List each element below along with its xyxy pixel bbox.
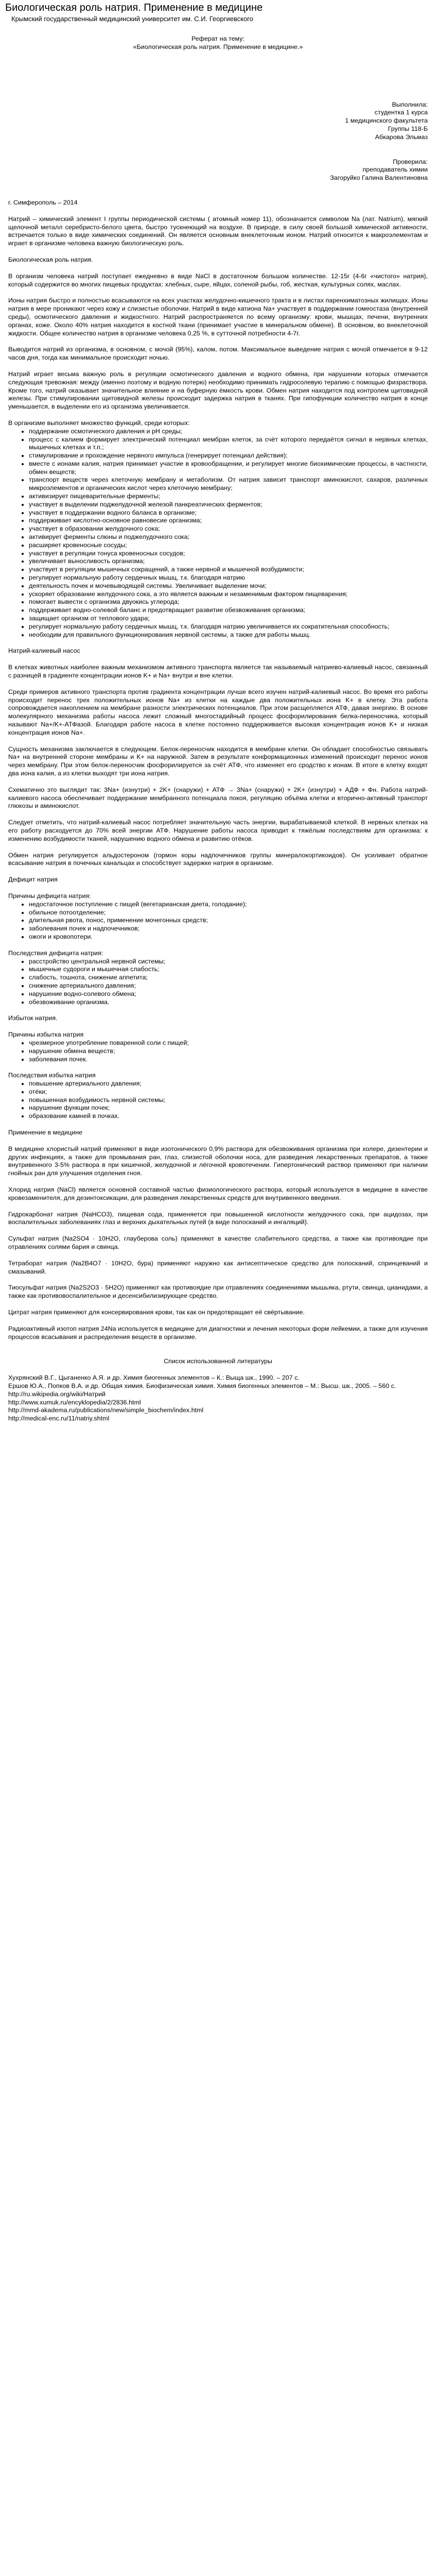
document-body [5,35,431,1423]
paragraph: Натрий играет весьма важную роль в регуляции осмотического давления и водного обмена, при нарушении которых отмечается следующая тревожная: между (именно поэтому и водную потерю) необходимо принимать гидросолевую терапию с помощью физраствора. Кроме того, натрий оказывает значительное влияние и на буферную ёмкость крови. Обмен натрия находится под контролем щитовидной железы. При стимулировании щитовидной железы происходит задержка натрия в тканях. При гипофункции количество натрия в конце уменьшается, в выделении его из организма увеличивается. [8,370,428,411]
checker-block [8,158,428,182]
list-item: • участвует в регуляции мышечных сокращений, а также нервной и мышечной возбудимости; [29,566,428,574]
list-item: • транспорт веществ через клеточную мембрану и метаболизм. От натрия зависит транспорт аминокислот, сахаров, различных микроэлементов и органических кислот через клеточную мембрану; [29,476,428,493]
deficit-causes-list [8,901,428,941]
list-item: • увеличивает выносливость организма; [29,557,428,566]
functions-list [8,428,428,639]
paragraph: В организме выполняет множество функций, среди которых: [8,419,190,427]
excess-symptoms-list [8,1080,428,1121]
list-item: • необходим для правильного функционирования нервной системы, а также для работы мышц. [29,631,428,639]
author-line: студентка 1 курса [374,109,428,116]
paragraph: Цитрат натрия применяют для консервирования крови, так как он предотвращает её свёртывание. [8,1309,305,1316]
list-item: • помогает вывести с организма двуокись углерода; [29,598,428,606]
author-block [8,101,428,142]
list-item: • расстройство центральной нервной системы; [29,958,428,966]
paragraph: Хлорид натрия (NaCl) является основной составной частью физиологического раствора, который используется в медицине в качестве кровезаменителя, для дезинтоксикации, для разведения лекарственных средств для внутривенного введения. [8,1186,428,1201]
list-item: • отёки; [29,1088,428,1096]
list-item: • ускоряет образование желудочного сока, а это является важным и незаменимым фактором пищеварения; [29,590,428,599]
page [0,1,436,1423]
list-item: • ожоги и кровопотери. [29,933,428,941]
title-block [8,35,428,52]
paragraph: Следует отметить, что натрий-калиевый насос потребляет значительную часть энергии, вырабатываемой клеткой. В нервных клетках на его работу расходуется до 70% всей энергии АТФ. Нарушение работы насоса приводит к тяжёлым последствиям для организма: к изменению возбудимости тканей, нарушению водного обмена и развитию отёков. [8,819,428,842]
subsection-heading: Причины избытка натрия [8,1031,84,1039]
section-heading: Биологическая роль натрия. [8,256,93,263]
paragraph: Обмен натрия регулируется альдостероном (гормон коры надпочечников группы минералокортикоидов). Он усиливает обратное всасывание натрия в почечных канальцах и способствует задержке натрия в организме. [8,851,428,867]
deficit-symptoms-list [8,958,428,1007]
list-item: • активирует ферменты слюны и поджелудочного сока; [29,533,428,541]
list-item: • участвует в образовании желудочного сока; [29,525,428,533]
author-line: Абкарова Эльмаз [375,133,428,141]
list-item: • поддерживает кислотно-основное равновесие организма; [29,517,428,525]
section-heading: Дефицит натрия [8,876,58,884]
author-line: 1 медицинского факультета [345,117,428,125]
reference-link[interactable]: http://mmd-akadema.ru/publications/new/simple_biochem/index.html [8,1406,204,1414]
list-item: • участвует в выделении поджелудочной железой панкреатических ферментов; [29,501,428,509]
subsection-heading: Последствия дефицита натрия: [8,949,103,957]
list-item: • вместе с ионами калия, натрия принимает участие в кровообращении, и регулирует многие биохимические процессы, в частности, обмен веществ; [29,460,428,477]
reference-link[interactable]: http://www.xumuk.ru/encyklopedia/2/2836.html [8,1398,141,1406]
paragraph: Выводится натрий из организма, в основном, с мочой (95%), калом, потом. Максимальное выведение натрия с мочой отмечается в 9-12 часов дня, тогда как минимальное происходит ночью. [8,346,428,362]
paragraph: Тетраборат натрия (Na2B4O7 · 10H2O, бура) применяют наружно как антисептическое средство для полосканий, спринцеваний и смазываний. [8,1259,428,1275]
list-item: • стимулирование и прохождение нервного импульса (генерирует потенциал действия); [29,452,428,460]
paragraph: Сульфат натрия (Na2SO4 · 10H2O, глауберова соль) применяют в качестве слабительного средства, а также как противоядие при отравлениях солями бария и свинца. [8,1235,428,1251]
checker-line: Проверила: [393,158,428,165]
page-subtitle: Крымский государственный медицинский университет им. С.И. Георгиевского [11,15,253,23]
subsection-heading: Причины дефицита натрия: [8,892,91,900]
list-item: • участвует в поддержании водного баланса в организме; [29,509,428,517]
list-item: • повышение артериального давления; [29,1080,428,1088]
list-item: • мышечные судороги и мышечная слабость; [29,965,428,974]
checker-line: преподаватель химии [362,166,428,174]
list-item: • процесс с калием формирует электрический потенциал мембран клеток, за счёт которого передаётся сигнал в нервных клетках, мышечных клетках и т.п.; [29,436,428,452]
list-item: • недостаточное поступление с пищей (вегетарианская диета, голодание); [29,901,428,909]
list-item: • расширяет кровеносные сосуды; [29,541,428,550]
paragraph: В медицине хлористый натрий применяют в виде изотонического 0,9% раствора для обезвоживания организма при холере, дизентерии и других инфекциях, а также для промывания ран, глаз, слизистой оболочки носа, для разведения лекарственных препаратов, а также внутривенного 3-5% раствора в при кишечной, желудочной и лёгочной кровотечении. Гипертонический раствор применяют при наличии гнойных ран для улучшения отделения гноя. [8,1145,428,1177]
checker-line: Загоруйко Галина Валентиновна [330,174,428,182]
paragraph: Тиосульфат натрия (Na2S2O3 · 5H2O) применяют как противоядие при отравлениях соединениями мышьяка, ртути, свинца, цианидами, а также как противовоспалительное и десенсибилизирующее средство. [8,1284,428,1300]
section-heading: Применение в медицине [8,1129,83,1137]
list-item: • участвует в регуляции тонуса кровеносных сосудов; [29,550,428,558]
paragraph: Сущность механизма заключается в следующем. Белок-переносчик находится в мембране клетки. Он обладает способностью связывать Na+ на внутренней стороне мембраны и K+ на наружной. Затем в результате конформационных изменений происходит перенос ионов через мембрану. При этом белок-переносчик фосфорилируется за счёт АТФ, что изменяет его сродство к ионам. В итоге в клетку входят два иона калия, а из клетки выходят три иона натрия. [8,745,428,777]
list-item: • поддерживает водно-солевой баланс и предотвращает развитие обезвоживания организма; [29,606,428,615]
list-item: • деятельность почек и мочевыводящей системы. Увеличивает выделение мочи; [29,582,428,590]
paragraph: Среди примеров активного транспорта против градиента концентрации лучше всего изучен натрий-калиевый насос. Во время его работы происходит перенос трех положительных ионов Na+ из клетки на каждые два положительных иона K+ в клетку. Эта работа сопровождается накоплением на мембране разности электрических потенциалов. При этом расщепляется АТФ, давая энергию. В основе молекулярного механизма работы насоса лежит сложный многостадийный процесс фосфорилирования белка-переносчика, который называют Na+/K+-АТФазой. Благодаря работе насоса в клетке постоянно поддерживается высокая концентрация ионов K+ и низкая концентрация ионов Na+. [8,688,428,736]
page-title: Биологическая роль натрия. Применение в медицине [5,2,263,13]
author-line: Выполнила: [392,100,428,108]
section-heading: Натрий-калиевый насос [8,647,80,655]
paragraph: В организм человека натрий поступает ежедневно в виде NaCl в достаточном большом количестве. 12-15г (4-6г «чистого» натрия), который содержится во многих пищевых продуктах: хлебных, сыре, яйцах, соленой рыбы, гоб, жесткая, культурных солях, маслах. [8,272,428,288]
paragraph: Схематично это выглядит так: 3Na+ (изнутри) + 2K+ (снаружи) + АТФ → 3Na+ (снаружи) + 2K+ (изнутри) + АДФ + Фн. Работа натрий-калиевого насоса обеспечивает поддержание мембранного потенциала покоя, регуляцию объёма клетки и вторично-активный транспорт глюкозы и аминокислот. [8,786,428,810]
reference-item: Хухрянский В.Г., Цыганенко А.Я. и др. Химия биогенных элементов – К.: Выща шк., 1990. – 207 с. [8,1374,300,1382]
list-item: • заболевания почек. [29,1056,428,1064]
list-item: • заболевания почек и надпочечников; [29,925,428,933]
paragraph: В клетках животных наиболее важным механизмом активного транспорта является так называемый натриево-калиевый насос, связанный с разницей в градиенте концентрации ионов K+ и Na+ внутри и вне клетки. [8,664,428,680]
list-item: • нарушение водно-солевого обмена; [29,990,428,998]
title-ref-line: Реферат на тему: [191,35,245,42]
paragraph: Радиоактивный изотоп натрия 24Na используется в медицине для диагностики и лечения некоторых форм лейкемии, а также для изучения процессов всасывания и распределения веществ в организме. [8,1325,428,1341]
excess-causes-list [8,1039,428,1063]
references-heading: Список использованной литературы [164,1358,272,1365]
list-item: • образование камней в почках. [29,1112,428,1121]
references-list [8,1374,428,1423]
list-item: • поддержание осмотического давления и pH среды; [29,428,428,436]
list-item: • снижение артериального давления; [29,982,428,990]
list-item: • нарушение обмена веществ; [29,1047,428,1056]
list-item: • регулирует нормальную работу сердечных мышц, т.к. благодаря натрию увеличивается их сократительная способность; [29,623,428,631]
city-year: г. Симферополь – 2014 [8,198,78,206]
list-item: • регулирует нормальную работу сердечных мышц, т.к. благодаря натрию [29,574,428,582]
list-item: • обезвоживание организма. [29,998,428,1007]
paragraph: Натрий – химический элемент I группы периодической системы ( атомный номер 11), обозначается символом Na (лат. Natrium), мягкий щелочной металл серебристо-белого цвета, быстро тускнеющий на воздухе. В природе, в силу своей большой химической активности, встречается только в виде химических соединений. Он является основным внеклеточным ионом. Натрий относится к макроэлементам и играет в организме человека важную биологическую роль. [8,215,428,247]
reference-item: Ершов Ю.А., Попков В.А. и др. Общая химия. Биофизическая химия. Химия биогенных элементов – М.: Высш. шк., 2005. – 560 с. [8,1382,396,1390]
list-item: • чрезмерное употребление поваренной соли с пищей; [29,1039,428,1047]
list-item: • защищает организм от теплового удара; [29,615,428,623]
section-heading: Избыток натрия. [8,1014,58,1022]
title-ref-line: «Биологическая роль натрия. Применение в медицине.» [133,43,303,50]
reference-link[interactable]: http://ru.wikipedia.org/wiki/Натрий [8,1390,106,1398]
list-item: • слабость, тошнота, снижение аппетита; [29,974,428,982]
list-item: • активизирует пищеварительные ферменты; [29,493,428,501]
author-line: Группы 118-Б [388,125,428,132]
subsection-heading: Последствия избытка натрия [8,1072,96,1079]
reference-link[interactable]: http://medical-enc.ru/11/natriy.shtml [8,1415,110,1422]
list-item: • повышенная возбудимость нервной системы; [29,1096,428,1105]
list-item: • длительная рвота, понос, применение мочегонных средств; [29,917,428,925]
paragraph: Гидрокарбонат натрия (NaHCO3), пищевая сода, применяется при повышенной кислотности желудочного сока, при ацидозах, при воспалительных заболеваниях глаз и верхних дыхательных путей (в виде полосканий и ингаляций). [8,1210,428,1226]
list-item: • обильное потоотделение; [29,909,428,917]
list-item: • нарушение функции почек; [29,1104,428,1112]
paragraph: Ионы натрия быстро и полностью всасываются на всех участках желудочно-кишечного тракта и в листах паренхиматозных жилищах. Ионы натрия в мере проникают через кожу и слизистые оболочки. Натрий в виде катиона Na+ участвует в поддержании гомеостаза (внутренней среды), осмотического давления и жидкостного. Натрий распространяется по всему организму: крови, мышцах, печени, внутренних органах, коже. Около 40% натрия находится в костной ткани (принимает участие в минеральном обмене). В основном, во внеклеточной жидкости. Общее количество натрия в организме человека 0,25 %, в сутточной потребности 4-7г. [8,297,428,337]
